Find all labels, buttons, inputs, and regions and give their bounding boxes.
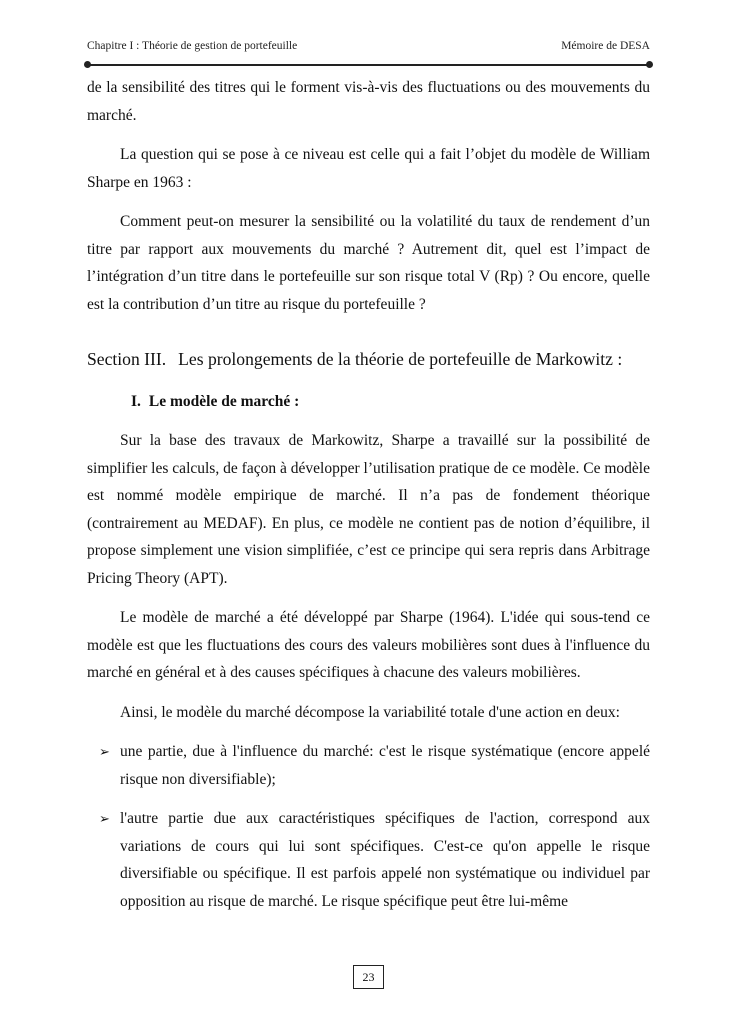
arrow-bullet-icon: ➢	[99, 744, 110, 759]
page-number: 23	[353, 965, 384, 989]
list-item	[87, 805, 650, 915]
section-title: Les prolongements de la théorie de portefeuille de Markowitz :	[178, 349, 623, 369]
paragraph-continuation: de la sensibilité des titres qui le forment vis-à-vis des fluctuations ou des mouvements du marché.	[87, 79, 650, 124]
arrow-bullet-icon: ➢	[99, 811, 110, 826]
list-item-text: une partie, due à l'influence du marché: c'est le risque systématique (encore appelé risque non diversifiable);	[120, 743, 650, 788]
header-chapter-title: Chapitre I : Théorie de gestion de portefeuille	[87, 40, 298, 52]
list-item-text: l'autre partie due aux caractéristiques spécifiques de l'action, correspond aux variations de cours qui lui sont spécifiques. C'est-ce qu'on appelle le risque diversifiable ou spécifique. Il est parfois appelé non systématique ou individuel par opposition au risque de marché. Le risque spécifique peut être lui-même	[120, 810, 650, 910]
page-body	[87, 74, 650, 915]
paragraph-sensitivity-question: Comment peut-on mesurer la sensibilité ou la volatilité du taux de rendement d’un titre par rapport aux mouvements du marché ? Autrement dit, quel est l’impact de l’intégration d’un titre dans le portefeuille sur son risque total V (Rp) ? Ou encore, quelle est la contribution d’un titre au risque du portefeuille ?	[87, 213, 650, 313]
paragraph-sharpe-question: La question qui se pose à ce niveau est celle qui a fait l’objet du modèle de William Sharpe en 1963 :	[87, 146, 650, 191]
page-header	[87, 40, 650, 60]
paragraph-sharpe-1964: Le modèle de marché a été développé par Sharpe (1964). L'idée qui sous-tend ce modèle est que les fluctuations des cours des valeurs mobilières sont dues à l'influence du marché en général et à des causes spécifiques à chacune des valeurs mobilières.	[87, 609, 650, 681]
header-rule-left-dot	[84, 61, 91, 68]
list-item	[87, 738, 650, 793]
subsection-heading	[131, 388, 650, 416]
header-document-title: Mémoire de DESA	[561, 40, 650, 52]
section-heading	[87, 346, 650, 374]
subsection-number: I.	[131, 392, 141, 410]
header-rule-right-dot	[646, 61, 653, 68]
subsection-title: Le modèle de marché :	[148, 392, 300, 410]
paragraph-decomposition: Ainsi, le modèle du marché décompose la variabilité totale d'une action en deux:	[120, 703, 620, 721]
section-number: Section III.	[87, 349, 167, 369]
paragraph-markowitz-sharpe: Sur la base des travaux de Markowitz, Sharpe a travaillé sur la possibilité de simplifier les calculs, de façon à développer l’utilisation pratique de ce modèle. Ce modèle est nommé modèle empirique de marché. Il n’a pas de fondement théorique (contrairement au MEDAF). En plus, ce modèle ne contient pas de notion d’équilibre, il propose simplement une vision simplifiée, c’est ce principe qui sera repris dans Arbitrage Pricing Theory (APT).	[87, 432, 650, 587]
header-rule	[87, 64, 650, 66]
